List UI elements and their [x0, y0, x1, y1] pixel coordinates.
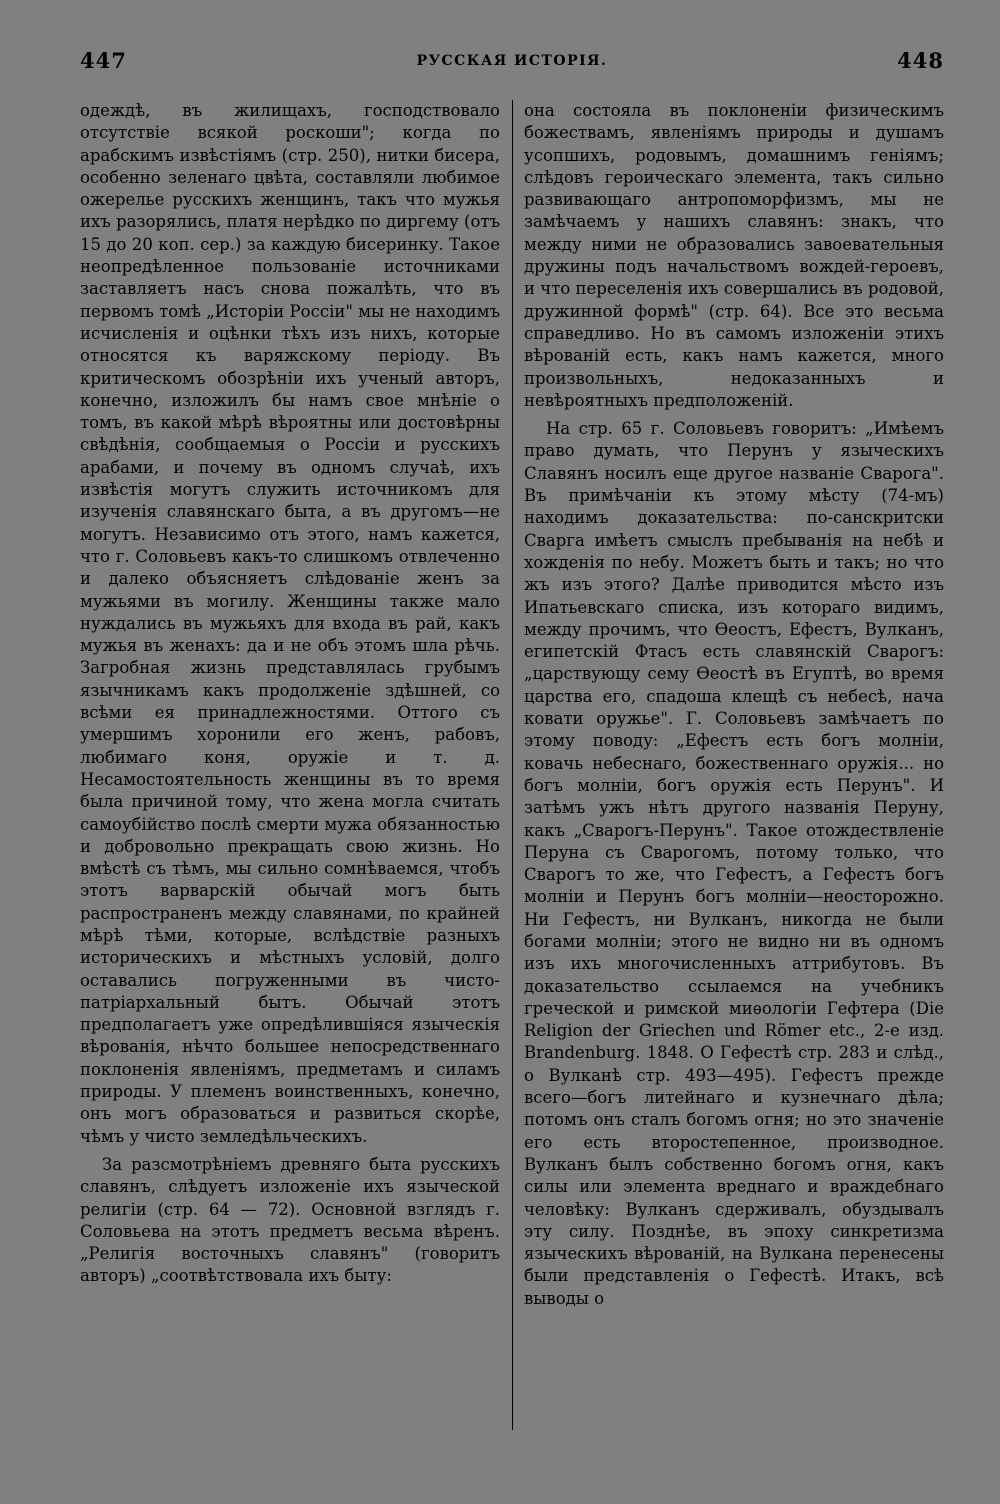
page-number-right: 448 [897, 48, 944, 73]
left-paragraph-1: одеждѣ, въ жилищахъ, господствовало отсутствіе всякой роскоши"; когда по арабскимъ извѣстіямъ (стр. 250), нитки бисера, особенно зеленаго цвѣта, составляли любимое ожерелье русскихъ женщинъ, такъ что мужья ихъ разорялись, платя нерѣдко по диргему (отъ 15 до 20 коп. сер.) за каждую бисеринку. Такое неопредѣленное пользованіе источниками заставляетъ насъ снова пожалѣть, что въ первомъ томѣ „Исторіи Россіи" мы не находимъ исчисленія и оцѣнки тѣхъ изъ нихъ, которые относятся къ варяжскому періоду. Въ критическомъ обозрѣніи ихъ ученый авторъ, конечно, изложилъ бы намъ свое мнѣніе о томъ, въ какой мѣрѣ вѣроятны или достовѣрны свѣдѣнія, сообщаемыя о Россіи и русскихъ арабами, и почему въ одномъ случаѣ, ихъ извѣстія могутъ служить источникомъ для изученія славянскаго быта, а въ другомъ—не могутъ. Независимо отъ этого, намъ кажется, что г. Соловьевъ какъ-то слишкомъ отвлеченно и далеко объясняетъ слѣдованіе женъ за мужьями въ могилу. Женщины также мало нуждались въ мужьяхъ для входа въ рай, какъ мужья въ женахъ: да и не объ этомъ шла рѣчь. Загробная жизнь представлялась грубымъ язычникамъ какъ продолженіе здѣшней, со всѣми ея принадлежностями. Оттого съ умершимъ хоронили его женъ, рабовъ, любимаго коня, оружіе и т. д. Несамостоятельность женщины въ то время была причиной тому, что жена могла считать самоубійство послѣ смерти мужа обязанностью и добровольно прекращать свою жизнь. Но вмѣстѣ съ тѣмъ, мы сильно сомнѣваемся, чтобъ этотъ варварскій обычай могъ быть распространенъ между славянами, по крайней мѣрѣ тѣми, которые, вслѣдствіе разныхъ историческихъ и мѣстныхъ условій, долго оставались погруженными въ чисто-патріархальный бытъ. Обычай этотъ предполагаетъ уже опредѣлившіяся языческія вѣрованія, нѣчто большее непосредственнаго поклоненія явленіямъ, предметамъ и силамъ природы. У племенъ воинственныхъ, конечно, онъ могъ образоваться и развиться скорѣе, чѣмъ у чисто земледѣльческихъ. [80, 101, 500, 1146]
page-number-left: 447 [80, 48, 127, 73]
column-divider [512, 100, 513, 1430]
right-column [524, 100, 944, 1310]
left-column [80, 100, 500, 1288]
right-paragraph-1: она состояла въ поклоненіи физическимъ божествамъ, явленіямъ природы и душамъ усопшихъ, родовымъ, домашнимъ геніямъ; слѣдовъ героическаго элемента, такъ сильно развивающаго антропоморфизмъ, мы не замѣчаемъ у нашихъ славянъ: знакъ, что между ними не образовались завоевательныя дружины подъ начальствомъ вождей-героевъ, и что переселенія ихъ совершались въ родовой, дружинной формѣ" (стр. 64). Все это весьма справедливо. Но въ самомъ изложеніи этихъ вѣрованій есть, какъ намъ кажется, много произвольныхъ, недоказанныхъ и невѣроятныхъ предположеній. [524, 101, 944, 410]
running-title: РУССКАЯ ИСТОРІЯ. [416, 53, 608, 69]
page-header [80, 48, 944, 78]
left-paragraph-2: За разсмотрѣніемъ древняго быта русскихъ славянъ, слѣдуетъ изложеніе ихъ языческой религіи (стр. 64 — 72). Основной взглядъ г. Соловьева на этотъ предметъ весьма вѣренъ. „Религія восточныхъ славянъ" (говоритъ авторъ) „соотвѣтствовала ихъ быту: [80, 1154, 500, 1286]
right-paragraph-2: На стр. 65 г. Соловьевъ говоритъ: „Имѣемъ право думать, что Перунъ у языческихъ Славянъ носилъ еще другое названіе Сварога". Въ примѣчаніи къ этому мѣсту (74-мъ) находимъ доказательства: по-санскритски Сварга имѣетъ смыслъ пребыванія на небѣ и хожденія по небу. Можетъ быть и такъ; но что жъ изъ этого? Далѣе приводится мѣсто изъ Ипатьевскаго списка, изъ котораго видимъ, между прочимъ, что Ѳеостъ, Ефестъ, Вулканъ, египетскій Фтасъ есть славянскій Сварогъ: „царствующу сему Ѳеостѣ въ Егуптѣ, во время царства его, спадоша клещѣ съ небесѣ, нача ковати оружье". Г. Соловьевъ замѣчаетъ по этому поводу: „Ефестъ есть богъ молніи, ковачь небеснаго, божественнаго оружія... но богъ молніи, богъ оружія есть Перунъ". И затѣмъ ужъ нѣтъ другого названія Перуну, какъ „Сварогъ-Перунъ". Такое отождествленіе Перуна съ Сварогомъ, потому только, что Сварогъ то же, что Гефестъ, а Гефестъ богъ молніи и Перунъ богъ молніи—неосторожно. Ни Гефестъ, ни Вулканъ, никогда не были богами молніи; этого не видно ни въ одномъ изъ ихъ многочисленныхъ аттрибутовъ. Въ доказательство ссылаемся на учебникъ греческой и римской миѳологіи Гефтера (Die Religion der Griechen und Römer etc., 2-е изд. Brandenburg. 1848. О Гефестѣ стр. 283 и слѣд., о Вулканѣ стр. 493—495). Гефестъ прежде всего—богъ литейнаго и кузнечнаго дѣла; потомъ онъ сталъ богомъ огня; но это значеніе его есть второстепенное, производное. Вулканъ былъ собственно богомъ огня, какъ силы или элемента вреднаго и враждебнаго человѣку: Вулканъ сдерживалъ, обуздывалъ эту силу. Позднѣе, въ эпоху синкретизма языческихъ вѣрованій, на Вулкана перенесены были представленія о Гефестѣ. Итакъ, всѣ выводы о [524, 419, 944, 1308]
